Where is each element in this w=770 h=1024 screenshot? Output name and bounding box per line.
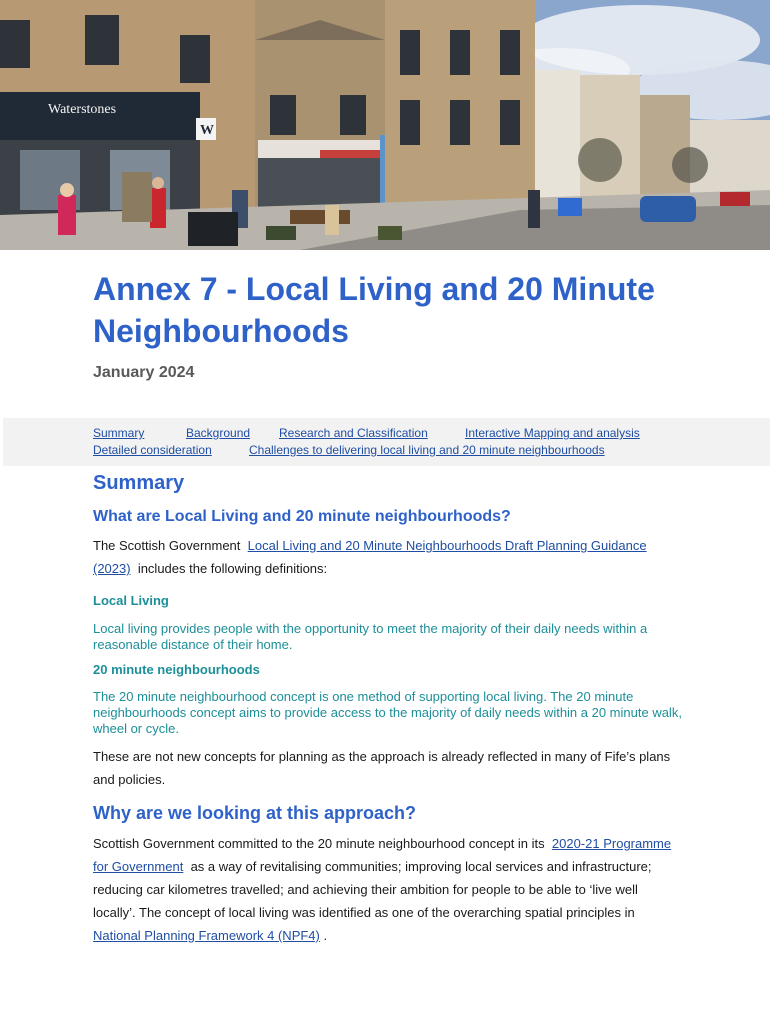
publication-date: January 2024: [93, 364, 195, 381]
programme-for-government-link[interactable]: 2020-21 Programme for Government: [93, 836, 672, 874]
nav-link-interactive-mapping[interactable]: Interactive Mapping and analysis: [465, 426, 640, 440]
page-title: Annex 7 - Local Living and 20 Minute Neighbourhoods: [93, 271, 655, 349]
nav-link-research-and-classification[interactable]: Research and Classification: [279, 426, 428, 440]
street-scene-illustration: [0, 0, 770, 250]
intro-text: The Scottish Government: [93, 538, 241, 553]
nav-link-detailed-consideration[interactable]: Detailed consideration: [93, 443, 212, 457]
why-text-end: .: [323, 928, 328, 943]
why-heading: Why are we looking at this approach?: [93, 803, 417, 823]
why-text-middle: as a way of revitalising communities; improving local services and infrastructure; reducing car kilometres travelled; and achieving their ambition for people to be able to ‘live well locally’. The concept of local living was identified as one of the overarching spatial principles in: [93, 859, 652, 920]
shop-logo-letter: W: [200, 123, 214, 138]
draft-planning-guidance-link[interactable]: Local Living and 20 Minute Neighbourhoods Draft Planning Guidance (2023): [93, 538, 647, 576]
twenty-minute-definition: The 20 minute neighbourhood concept is one method of supporting local living. The 20 minute neighbourhoods concept aims to provide access to the majority of daily needs within a 20 minute walk, wheel or cycle.: [93, 689, 682, 736]
definitions-intro-paragraph: [93, 534, 683, 580]
twenty-minute-heading: 20 minute neighbourhoods: [93, 662, 260, 677]
npf4-link[interactable]: National Planning Framework 4 (NPF4): [93, 928, 320, 943]
section-navigation: [3, 418, 770, 466]
why-text-start: Scottish Government committed to the 20 minute neighbourhood concept in its: [93, 836, 545, 851]
shop-sign-text: Waterstones: [48, 102, 117, 117]
nav-link-challenges[interactable]: Challenges to delivering local living and 20 minute neighbourhoods: [249, 443, 605, 457]
why-paragraph: [93, 832, 683, 947]
nav-link-background[interactable]: Background: [186, 426, 251, 440]
hero-street-image: [0, 0, 770, 250]
what-are-heading: What are Local Living and 20 minute neighbourhoods?: [93, 508, 511, 525]
summary-heading: Summary: [93, 472, 185, 494]
local-living-definition: Local living provides people with the opportunity to meet the majority of their daily needs within a reasonable distance of their home.: [93, 621, 648, 652]
nav-link-summary[interactable]: Summary: [93, 426, 145, 440]
local-living-heading: Local Living: [93, 593, 169, 608]
intro-text-after: includes the following definitions:: [137, 561, 328, 576]
not-new-concepts-paragraph: These are not new concepts for planning as the approach is already reflected in many of Fife’s plans and policies.: [93, 749, 671, 787]
